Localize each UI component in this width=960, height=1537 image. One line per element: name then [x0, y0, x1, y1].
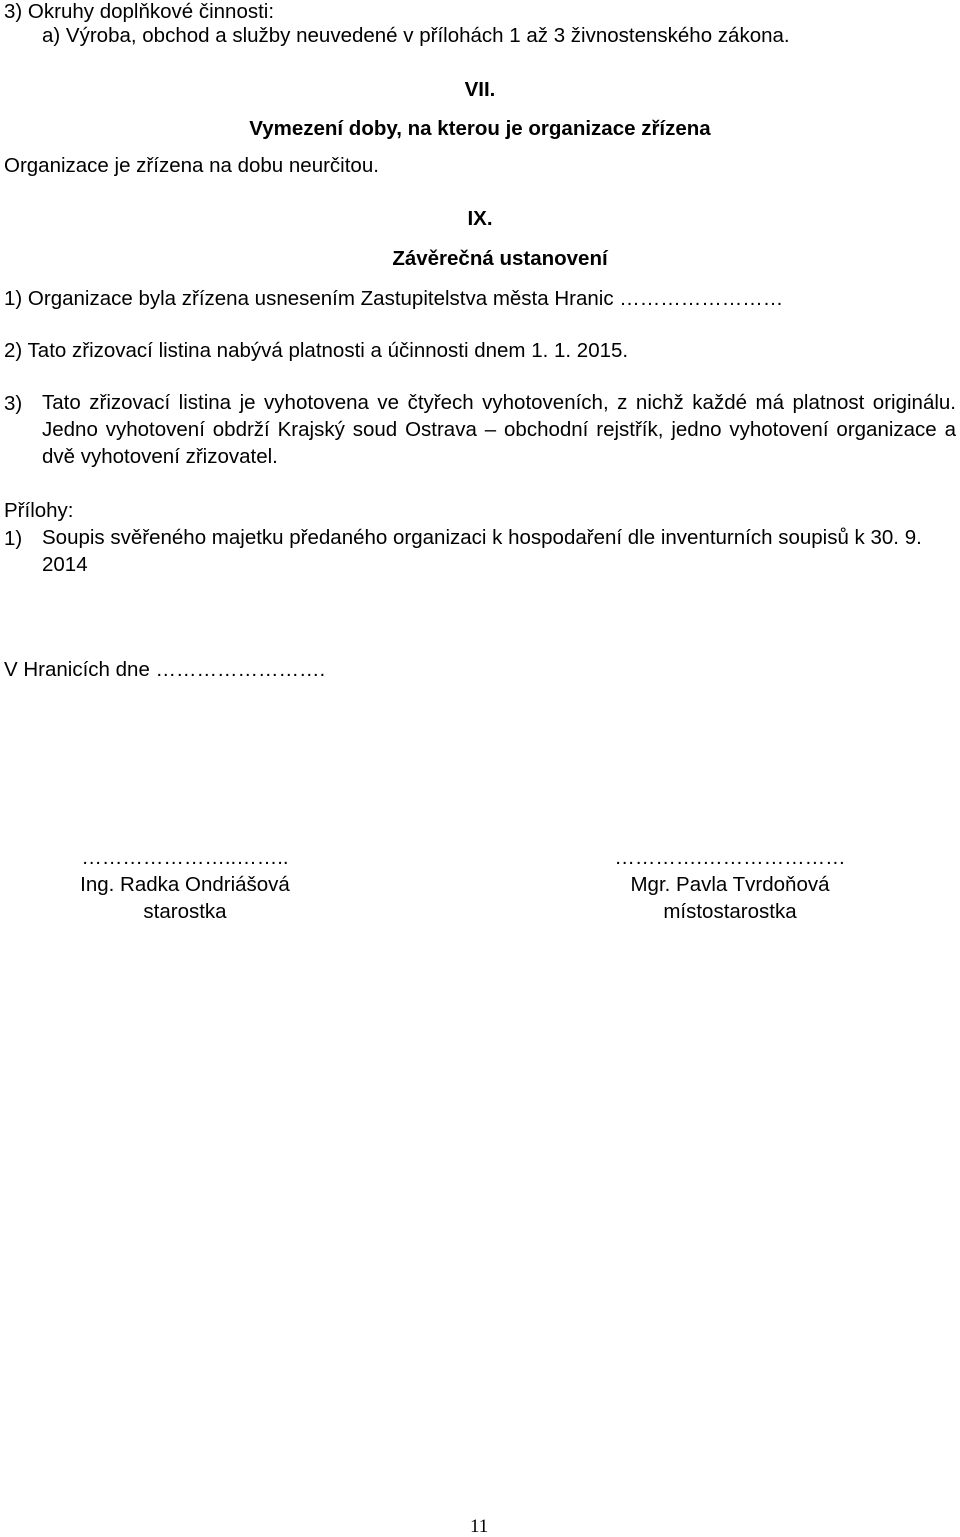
- section-7-text: Organizace je zřízena na dobu neurčitou.: [4, 154, 379, 177]
- signature-line: …………………..……..: [81, 846, 289, 869]
- section-9-title: Závěrečná ustanovení: [392, 247, 608, 270]
- section-9-number: IX.: [467, 207, 493, 230]
- signature-line: ………….…………………: [614, 846, 846, 869]
- attachments-heading: Přílohy:: [4, 499, 74, 522]
- section-3-item-a: a) Výroba, obchod a služby neuvedené v přílohách 1 až 3 živnostenského zákona.: [42, 24, 790, 47]
- section-7-number: VII.: [464, 78, 496, 101]
- signatory-name: Mgr. Pavla Tvrdoňová: [630, 873, 830, 896]
- section-9-item-1: 1) Organizace byla zřízena usnesením Zastupitelstva města Hranic ……………………: [4, 287, 784, 310]
- page-number: 11: [470, 1516, 489, 1537]
- section-9-item-3-text: Tato zřizovací listina je vyhotovena ve čtyřech vyhotoveních, z nichž každé má platnost originálu. Jedno vyhotovení obdrží Krajský soud Ostrava – obchodní rejstřík, jedno vyhotovení organizace a dvě vyhotovení zřizovatel.: [42, 391, 956, 468]
- section-7-title: Vymezení doby, na kterou je organizace zřízena: [249, 117, 711, 140]
- signatory-name: Ing. Radka Ondriášová: [80, 873, 290, 896]
- section-9-item-3-number: 3): [4, 392, 23, 415]
- signatory-role: starostka: [143, 900, 227, 923]
- place-date: V Hranicích dne …………………….: [4, 658, 326, 681]
- section-9-item-2: 2) Tato zřizovací listina nabývá platnosti a účinnosti dnem 1. 1. 2015.: [4, 339, 629, 362]
- section-3-heading: 3) Okruhy doplňkové činnosti:: [4, 0, 275, 23]
- attachments-item-1-number: 1): [4, 527, 23, 550]
- signatory-role: místostarostka: [663, 900, 797, 923]
- attachments-item-1-text: Soupis svěřeného majetku předaného organizaci k hospodaření dle inventurních soupisů k 30. 9. 2014: [42, 526, 922, 576]
- signature-block-deputy-mayor: [590, 844, 870, 925]
- signature-block-mayor: [60, 844, 310, 925]
